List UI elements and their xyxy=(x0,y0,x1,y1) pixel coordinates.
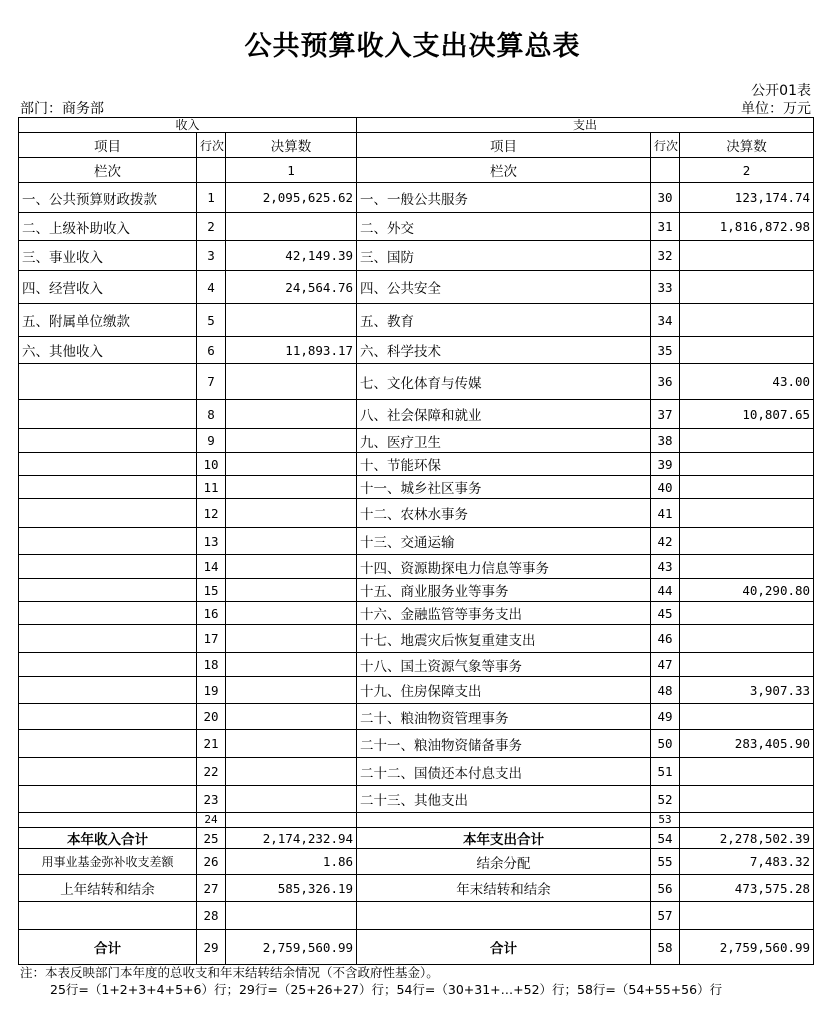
expense-line-number: 37 xyxy=(651,400,680,429)
expense-item: 二十一、粮油物资储备事务 xyxy=(357,730,651,758)
table-row xyxy=(19,849,814,875)
income-line-number: 4 xyxy=(197,271,226,304)
income-amount xyxy=(226,453,357,476)
table-row xyxy=(19,758,814,786)
expense-item-header: 项目 xyxy=(357,133,651,158)
expense-item: 结余分配 xyxy=(357,849,651,875)
table-row xyxy=(19,704,814,730)
income-amount: 42,149.39 xyxy=(226,241,357,271)
expense-amount: 7,483.32 xyxy=(680,849,814,875)
expense-line-number: 48 xyxy=(651,677,680,704)
income-amount: 11,893.17 xyxy=(226,337,357,364)
income-section-header: 收入 xyxy=(19,118,357,133)
income-line-number: 3 xyxy=(197,241,226,271)
table-row xyxy=(19,730,814,758)
expense-amount xyxy=(680,758,814,786)
expense-line-number: 45 xyxy=(651,602,680,625)
income-line-number: 21 xyxy=(197,730,226,758)
income-line-number: 24 xyxy=(197,813,226,828)
income-item xyxy=(19,579,197,602)
table-body xyxy=(19,183,814,965)
income-item xyxy=(19,555,197,579)
income-line-number: 15 xyxy=(197,579,226,602)
income-item: 合计 xyxy=(19,930,197,965)
expense-amount xyxy=(680,786,814,813)
table-row xyxy=(19,579,814,602)
income-item: 五、附属单位缴款 xyxy=(19,304,197,337)
expense-line-number: 31 xyxy=(651,213,680,241)
expense-line-number: 35 xyxy=(651,337,680,364)
expense-line-number: 36 xyxy=(651,364,680,400)
income-amount xyxy=(226,677,357,704)
expense-item: 合计 xyxy=(357,930,651,965)
income-item xyxy=(19,813,197,828)
income-item xyxy=(19,429,197,453)
income-amount: 2,095,625.62 xyxy=(226,183,357,213)
expense-amount-header: 决算数 xyxy=(680,133,814,158)
expense-item: 二、外交 xyxy=(357,213,651,241)
income-column-label: 栏次 xyxy=(19,158,197,183)
income-amount xyxy=(226,429,357,453)
income-amount xyxy=(226,602,357,625)
expense-amount xyxy=(680,429,814,453)
expense-item: 十七、地震灾后恢复重建支出 xyxy=(357,625,651,653)
expense-item: 十五、商业服务业等事务 xyxy=(357,579,651,602)
income-line-number: 23 xyxy=(197,786,226,813)
expense-amount xyxy=(680,625,814,653)
column-header-row xyxy=(19,133,814,158)
income-line-number: 20 xyxy=(197,704,226,730)
table-row xyxy=(19,337,814,364)
expense-amount xyxy=(680,653,814,677)
expense-line-number: 44 xyxy=(651,579,680,602)
income-line-number: 16 xyxy=(197,602,226,625)
income-item: 一、公共预算财政拨款 xyxy=(19,183,197,213)
income-line-number: 27 xyxy=(197,875,226,902)
income-item xyxy=(19,453,197,476)
income-amount: 1.86 xyxy=(226,849,357,875)
expense-amount xyxy=(680,304,814,337)
expense-amount: 283,405.90 xyxy=(680,730,814,758)
expense-line-header: 行次 xyxy=(651,133,680,158)
expense-item: 七、文化体育与传媒 xyxy=(357,364,651,400)
expense-line-number: 51 xyxy=(651,758,680,786)
expense-item xyxy=(357,902,651,930)
income-line-number: 10 xyxy=(197,453,226,476)
expense-line-number: 58 xyxy=(651,930,680,965)
table-row xyxy=(19,555,814,579)
income-line-number: 25 xyxy=(197,828,226,849)
income-line-number: 7 xyxy=(197,364,226,400)
income-line-number: 22 xyxy=(197,758,226,786)
income-line-number: 1 xyxy=(197,183,226,213)
expense-item: 十一、城乡社区事务 xyxy=(357,476,651,499)
income-item xyxy=(19,730,197,758)
income-amount xyxy=(226,579,357,602)
expense-item: 十四、资源勘探电力信息等事务 xyxy=(357,555,651,579)
income-amount xyxy=(226,625,357,653)
expense-line-number: 49 xyxy=(651,704,680,730)
expense-item: 八、社会保障和就业 xyxy=(357,400,651,429)
table-row xyxy=(19,653,814,677)
expense-line-number: 33 xyxy=(651,271,680,304)
income-line-number: 9 xyxy=(197,429,226,453)
expense-item: 二十三、其他支出 xyxy=(357,786,651,813)
footnote-line-1: 注：本表反映部门本年度的总收支和年末结转结余情况（不含政府性基金）。 xyxy=(20,965,439,980)
income-item: 二、上级补助收入 xyxy=(19,213,197,241)
footnote-line-2: 25行=（1+2+3+4+5+6）行；29行=（25+26+27）行；54行=（30+31+…+52）行；58行=（54+55+56）行 xyxy=(50,982,723,997)
income-amount xyxy=(226,364,357,400)
expense-item: 三、国防 xyxy=(357,241,651,271)
income-amount: 585,326.19 xyxy=(226,875,357,902)
income-amount xyxy=(226,730,357,758)
table-row xyxy=(19,364,814,400)
expense-amount: 10,807.65 xyxy=(680,400,814,429)
column-number-row xyxy=(19,158,814,183)
income-item xyxy=(19,625,197,653)
expense-item: 六、科学技术 xyxy=(357,337,651,364)
table-row xyxy=(19,304,814,337)
table-row xyxy=(19,453,814,476)
income-column-number: 1 xyxy=(226,158,357,183)
expense-line-number: 53 xyxy=(651,813,680,828)
income-line-number: 19 xyxy=(197,677,226,704)
income-line-number: 29 xyxy=(197,930,226,965)
expense-amount xyxy=(680,337,814,364)
income-amount xyxy=(226,400,357,429)
expense-amount xyxy=(680,555,814,579)
income-item xyxy=(19,653,197,677)
table-row xyxy=(19,677,814,704)
expense-amount xyxy=(680,602,814,625)
income-amount xyxy=(226,704,357,730)
department-label: 部门：商务部 xyxy=(20,101,104,117)
expense-section-header: 支出 xyxy=(357,118,814,133)
income-item: 上年结转和结余 xyxy=(19,875,197,902)
income-item: 三、事业收入 xyxy=(19,241,197,271)
expense-item: 十、节能环保 xyxy=(357,453,651,476)
table-row xyxy=(19,813,814,828)
income-line-number: 14 xyxy=(197,555,226,579)
expense-amount: 123,174.74 xyxy=(680,183,814,213)
income-item: 本年收入合计 xyxy=(19,828,197,849)
expense-line-number: 30 xyxy=(651,183,680,213)
expense-line-number: 34 xyxy=(651,304,680,337)
expense-item: 十六、金融监管等事务支出 xyxy=(357,602,651,625)
expense-line-number: 42 xyxy=(651,528,680,555)
expense-line-number: 46 xyxy=(651,625,680,653)
table-row xyxy=(19,476,814,499)
expense-line-number: 39 xyxy=(651,453,680,476)
expense-item: 十二、农林水事务 xyxy=(357,499,651,528)
form-number: 公开01表 xyxy=(751,83,811,99)
income-amount xyxy=(226,653,357,677)
expense-amount xyxy=(680,813,814,828)
expense-line-number: 57 xyxy=(651,902,680,930)
income-amount xyxy=(226,213,357,241)
expense-amount: 43.00 xyxy=(680,364,814,400)
expense-item: 四、公共安全 xyxy=(357,271,651,304)
table-row xyxy=(19,429,814,453)
expense-line-number: 40 xyxy=(651,476,680,499)
income-amount xyxy=(226,528,357,555)
expense-amount: 2,278,502.39 xyxy=(680,828,814,849)
income-amount xyxy=(226,902,357,930)
budget-table xyxy=(18,117,814,965)
table-row xyxy=(19,828,814,849)
expense-line-number: 32 xyxy=(651,241,680,271)
table-row xyxy=(19,241,814,271)
table-row xyxy=(19,213,814,241)
expense-line-number: 50 xyxy=(651,730,680,758)
expense-amount xyxy=(680,453,814,476)
expense-line-number: 52 xyxy=(651,786,680,813)
expense-line-number: 47 xyxy=(651,653,680,677)
expense-item: 十九、住房保障支出 xyxy=(357,677,651,704)
table-row xyxy=(19,602,814,625)
income-line-number: 8 xyxy=(197,400,226,429)
expense-amount xyxy=(680,528,814,555)
income-amount: 2,759,560.99 xyxy=(226,930,357,965)
expense-item: 五、教育 xyxy=(357,304,651,337)
income-item: 四、经营收入 xyxy=(19,271,197,304)
income-amount xyxy=(226,304,357,337)
income-item: 六、其他收入 xyxy=(19,337,197,364)
expense-item xyxy=(357,813,651,828)
table-row xyxy=(19,786,814,813)
income-item xyxy=(19,499,197,528)
expense-column-number: 2 xyxy=(680,158,814,183)
expense-amount: 3,907.33 xyxy=(680,677,814,704)
page-title: 公共预算收入支出决算总表 xyxy=(244,31,581,62)
income-item xyxy=(19,704,197,730)
table-row xyxy=(19,930,814,965)
income-item xyxy=(19,602,197,625)
expense-amount xyxy=(680,704,814,730)
income-item xyxy=(19,786,197,813)
income-amount-header: 决算数 xyxy=(226,133,357,158)
income-item xyxy=(19,758,197,786)
income-item: 用事业基金弥补收支差额 xyxy=(19,849,197,875)
income-item-header: 项目 xyxy=(19,133,197,158)
income-amount xyxy=(226,758,357,786)
income-line-number: 2 xyxy=(197,213,226,241)
expense-item: 本年支出合计 xyxy=(357,828,651,849)
expense-line-number: 56 xyxy=(651,875,680,902)
income-item xyxy=(19,677,197,704)
expense-amount: 1,816,872.98 xyxy=(680,213,814,241)
expense-line-number: 55 xyxy=(651,849,680,875)
income-line-number: 18 xyxy=(197,653,226,677)
footnotes xyxy=(20,964,722,998)
income-line-number: 28 xyxy=(197,902,226,930)
expense-item: 十八、国土资源气象等事务 xyxy=(357,653,651,677)
section-header-row xyxy=(19,118,814,133)
table-row xyxy=(19,183,814,213)
income-line-header: 行次 xyxy=(197,133,226,158)
income-amount xyxy=(226,476,357,499)
expense-item: 二十二、国债还本付息支出 xyxy=(357,758,651,786)
income-amount xyxy=(226,555,357,579)
income-amount xyxy=(226,499,357,528)
table-row xyxy=(19,499,814,528)
income-line-number: 11 xyxy=(197,476,226,499)
expense-line-number: 54 xyxy=(651,828,680,849)
expense-item: 一、一般公共服务 xyxy=(357,183,651,213)
income-line-number: 12 xyxy=(197,499,226,528)
expense-item: 十三、交通运输 xyxy=(357,528,651,555)
expense-amount xyxy=(680,499,814,528)
income-item xyxy=(19,476,197,499)
income-item xyxy=(19,364,197,400)
income-line-number: 26 xyxy=(197,849,226,875)
unit-label: 单位：万元 xyxy=(741,101,811,117)
expense-item: 二十、粮油物资管理事务 xyxy=(357,704,651,730)
table-row xyxy=(19,400,814,429)
expense-item: 九、医疗卫生 xyxy=(357,429,651,453)
income-line-number: 13 xyxy=(197,528,226,555)
income-amount: 2,174,232.94 xyxy=(226,828,357,849)
income-line-number: 17 xyxy=(197,625,226,653)
income-item xyxy=(19,902,197,930)
income-item xyxy=(19,528,197,555)
expense-line-number: 38 xyxy=(651,429,680,453)
expense-amount xyxy=(680,241,814,271)
expense-amount: 473,575.28 xyxy=(680,875,814,902)
expense-amount: 2,759,560.99 xyxy=(680,930,814,965)
income-amount xyxy=(226,786,357,813)
expense-line-number: 43 xyxy=(651,555,680,579)
income-amount: 24,564.76 xyxy=(226,271,357,304)
table-row xyxy=(19,528,814,555)
expense-amount: 40,290.80 xyxy=(680,579,814,602)
expense-amount xyxy=(680,271,814,304)
table-row xyxy=(19,875,814,902)
income-line-number: 6 xyxy=(197,337,226,364)
table-row xyxy=(19,271,814,304)
table-row xyxy=(19,625,814,653)
expense-item: 年末结转和结余 xyxy=(357,875,651,902)
expense-amount xyxy=(680,476,814,499)
income-line-number: 5 xyxy=(197,304,226,337)
expense-amount xyxy=(680,902,814,930)
expense-column-label: 栏次 xyxy=(357,158,651,183)
expense-line-number: 41 xyxy=(651,499,680,528)
income-amount xyxy=(226,813,357,828)
table-row xyxy=(19,902,814,930)
income-item xyxy=(19,400,197,429)
